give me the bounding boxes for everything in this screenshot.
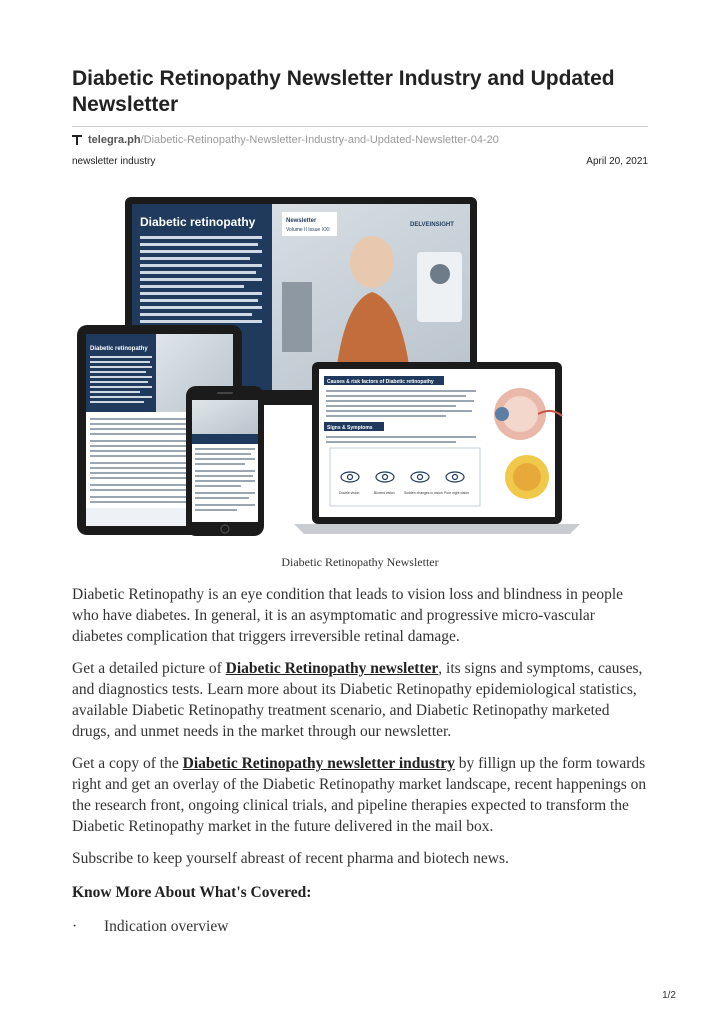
phone (186, 386, 264, 536)
article-date: April 20, 2021 (586, 156, 648, 167)
newsletter-link[interactable]: Diabetic Retinopathy newsletter (225, 660, 439, 677)
list-item-text: Indication overview (104, 918, 229, 935)
source-domain[interactable]: telegra.ph (88, 134, 141, 146)
newsletter-industry-link[interactable]: Diabetic Retinopathy newsletter industry (182, 755, 455, 772)
newsletter-devices-illustration (72, 192, 648, 542)
tablet-heading: Diabetic retinopathy (90, 346, 148, 352)
monitor-badge-line2: Volume II Issue XXI (286, 227, 330, 233)
monitor-heading: Diabetic retinopathy (140, 215, 256, 229)
paragraph-copy-lead: Get a copy of the (72, 755, 183, 772)
monitor-badge-line1: Newsletter (286, 218, 317, 224)
article-meta (72, 156, 648, 168)
bullet-marker: · (72, 918, 78, 935)
laptop-icon-label-1: Double vision (339, 491, 360, 495)
paragraph-intro: Diabetic Retinopathy is an eye condition that leads to vision loss and blindness in people who have diabetes. In general, it is an asymptomatic and progressive micro-vascular diabetes complication that triggers irreversible retinal damage. (72, 586, 624, 645)
brand-logo: DELVEINSIGHT (410, 222, 454, 228)
telegraph-icon (72, 134, 82, 146)
figure-caption: Diabetic Retinopathy Newsletter (281, 555, 439, 569)
paragraph-copy-rest: by fillign up the form towards right and get an overlay of the Diabetic Retinopathy market landscape, recent happenings on the research front, ongoing clinical trials, and pipeline therapies expected to transform the Diabetic Retinopathy market in the future delivered in the mail box. (72, 755, 647, 835)
laptop-section2: Signs & Symptoms (327, 425, 373, 431)
paragraph-detail-lead: Get a detailed picture of (72, 660, 226, 677)
page-number: 1/2 (662, 990, 676, 1001)
paragraph-detail-rest: , its signs and symptoms, causes, and diagnostics tests. Learn more about its Diabetic Retinopathy epidemiological statistics, available Diabetic Retinopathy treatment scenario, and Diabetic Retinopathy marketed drugs, and unmet needs in the market through our newsletter. (72, 660, 643, 740)
laptop-icon-label-3: Sudden changes in vision (404, 491, 443, 495)
laptop-icon-label-2: Blurred vision (374, 491, 395, 495)
laptop (294, 362, 580, 534)
paragraph-detail (72, 658, 648, 742)
laptop-icon-label-4: Poor night vision (444, 491, 470, 495)
paragraph-subscribe: Subscribe to keep yourself abreast of recent pharma and biotech news. (72, 850, 509, 867)
section-subhead: Know More About What's Covered: (72, 884, 312, 901)
title-divider (72, 126, 648, 127)
article-title: Diabetic Retinopathy Newsletter Industry and Updated Newsletter (72, 67, 615, 116)
source-path[interactable]: /Diabetic-Retinopathy-Newsletter-Industry-and-Updated-Newsletter-04-20 (140, 134, 499, 146)
source-line (72, 133, 499, 147)
laptop-section1: Causes & risk factors of Diabetic retinopathy (327, 379, 434, 385)
paragraph-copy (72, 753, 648, 837)
article-tag: newsletter industry (72, 156, 156, 167)
